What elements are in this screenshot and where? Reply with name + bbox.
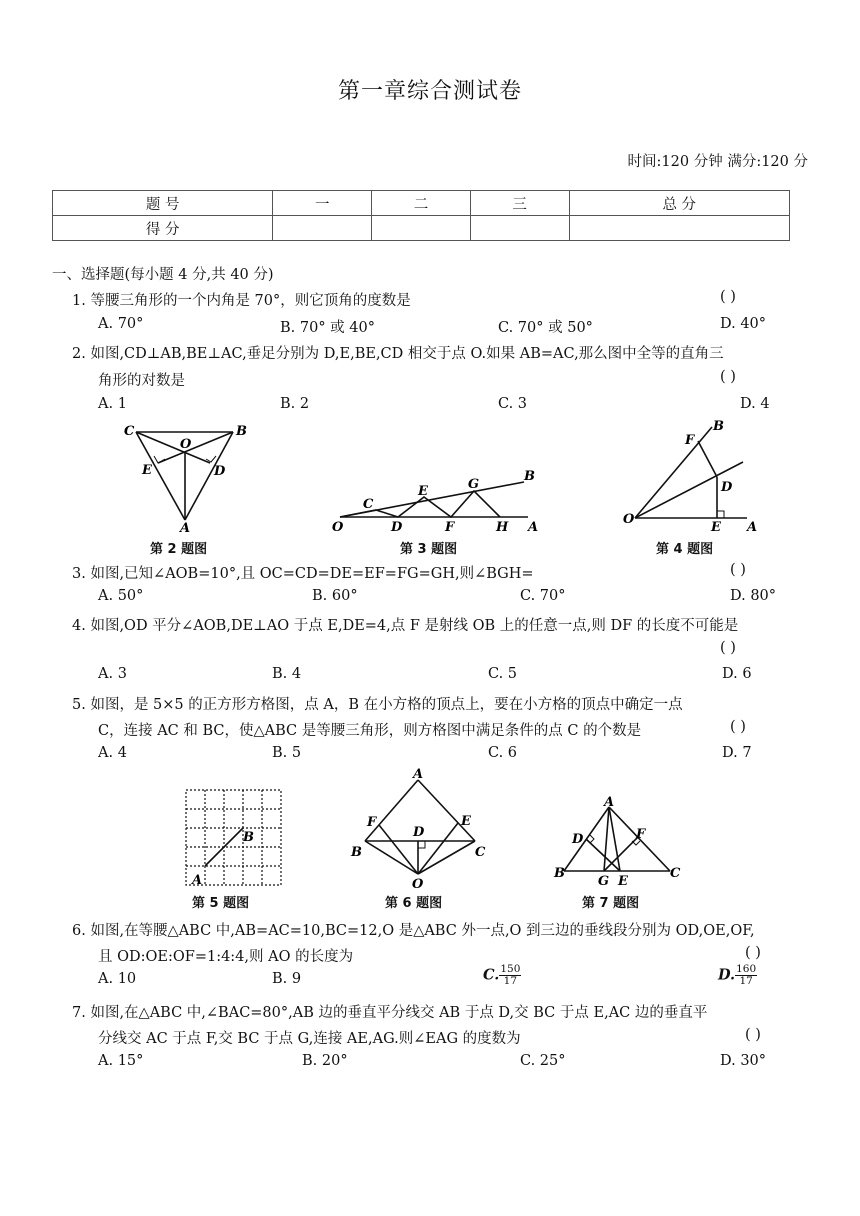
figure-3	[328, 460, 548, 540]
answer-bracket: ( )	[730, 719, 746, 735]
q1-option-b[interactable]: B. 70° 或 40°	[280, 320, 375, 336]
svg-text:B: B	[236, 424, 247, 439]
figure-2	[110, 418, 270, 538]
score-cell[interactable]	[569, 216, 789, 241]
svg-text:B: B	[713, 419, 724, 434]
score-cell[interactable]	[273, 216, 372, 241]
figure-4	[615, 415, 765, 535]
q2-option-d[interactable]: D. 4	[740, 396, 770, 412]
svg-text:A: A	[604, 795, 615, 810]
score-table-header-row	[53, 191, 790, 216]
svg-text:A: A	[528, 520, 539, 535]
question-7-text: 7. 如图,在△ABC 中,∠BAC=80°,AB 边的垂直平分线交 AB 于点 D,交 BC 于点 E,AC 边的垂直平	[72, 1005, 708, 1021]
answer-bracket: ( )	[720, 369, 736, 385]
q7-option-a[interactable]: A. 15°	[98, 1053, 144, 1069]
q1-option-a[interactable]: A. 70°	[98, 316, 144, 332]
q6-option-a[interactable]: A. 10	[98, 971, 137, 987]
svg-text:O: O	[412, 877, 424, 892]
answer-bracket: ( )	[745, 945, 761, 961]
answer-bracket: ( )	[730, 562, 746, 578]
svg-text:O: O	[332, 520, 344, 535]
svg-text:C: C	[475, 845, 486, 860]
q7-option-b[interactable]: B. 20°	[302, 1053, 348, 1069]
q4-option-d[interactable]: D. 6	[722, 666, 752, 682]
question-5-text-cont: C，连接 AC 和 BC，使△ABC 是等腰三角形，则方格图中满足条件的点 C 的个数是	[98, 723, 642, 739]
score-cell[interactable]	[372, 216, 471, 241]
answer-bracket: ( )	[720, 289, 736, 305]
q5-option-d[interactable]: D. 7	[722, 745, 752, 761]
answer-bracket: ( )	[720, 640, 736, 656]
svg-text:E: E	[461, 814, 471, 829]
svg-text:D: D	[413, 825, 425, 840]
q6-option-c-fraction: $\frac{150}{17}$	[500, 963, 521, 987]
q6-option-c-label: C.	[483, 966, 500, 984]
answer-bracket: ( )	[745, 1027, 761, 1043]
svg-text:C: C	[124, 424, 135, 439]
question-2-text-cont: 角形的对数是	[98, 373, 185, 389]
svg-text:H: H	[496, 520, 509, 535]
score-header-cell: 总 分	[569, 191, 789, 216]
question-3-text: 3. 如图,已知∠AOB=10°,且 OC=CD=DE=EF=FG=GH,则∠BGH=	[72, 566, 534, 582]
q1-option-d[interactable]: D. 40°	[720, 316, 767, 332]
svg-text:B: B	[524, 469, 535, 484]
q2-option-b[interactable]: B. 2	[280, 396, 310, 412]
svg-text:G: G	[598, 874, 610, 885]
q6-option-d-fraction: $\frac{160}{17}$	[736, 963, 757, 987]
question-6-text-cont: 且 OD:OE:OF=1:4:4,则 AO 的长度为	[98, 949, 354, 965]
question-6-text: 6. 如图,在等腰△ABC 中,AB=AC=10,BC=12,O 是△ABC 外一点,O 到三边的垂线段分别为 OD,OE,OF,	[72, 923, 755, 939]
question-1-text: 1. 等腰三角形的一个内角是 70°，则它顶角的度数是	[72, 293, 411, 309]
q7-option-d[interactable]: D. 30°	[720, 1053, 767, 1069]
q3-option-c[interactable]: C. 70°	[520, 588, 566, 604]
q6-option-b[interactable]: B. 9	[272, 971, 302, 987]
q3-option-d[interactable]: D. 80°	[730, 588, 777, 604]
svg-text:F: F	[636, 827, 646, 842]
q6-option-d-label: D.	[718, 966, 736, 984]
figure-7-caption: 第 7 题图	[582, 896, 640, 911]
score-table	[52, 190, 790, 241]
page-title: 第一章综合测试卷	[337, 79, 522, 104]
question-4-text: 4. 如图,OD 平分∠AOB,DE⊥AO 于点 E,DE=4,点 F 是射线 OB 上的任意一点,则 DF 的长度不可能是	[72, 618, 739, 634]
q4-option-c[interactable]: C. 5	[488, 666, 518, 682]
svg-text:A: A	[192, 873, 203, 888]
question-7-text-cont: 分线交 AC 于点 F,交 BC 于点 G,连接 AE,AG.则∠EAG 的度数为	[98, 1031, 521, 1047]
svg-text:F: F	[445, 520, 455, 535]
svg-text:E: E	[618, 874, 628, 885]
svg-text:O: O	[180, 437, 192, 452]
q2-option-c[interactable]: C. 3	[498, 396, 528, 412]
score-header-cell: 二	[372, 191, 471, 216]
question-5-text: 5. 如图，是 5×5 的正方形方格图，点 A，B 在小方格的顶点上，要在小方格的顶点中确定一点	[72, 697, 683, 713]
svg-text:D: D	[721, 480, 733, 495]
q1-option-c[interactable]: C. 70° 或 50°	[498, 320, 593, 336]
svg-text:E: E	[711, 520, 721, 535]
svg-text:C: C	[363, 497, 374, 512]
exam-meta: 时间:120 分钟 满分:120 分	[627, 154, 808, 170]
q4-option-a[interactable]: A. 3	[98, 666, 127, 682]
figure-4-caption: 第 4 题图	[656, 542, 714, 557]
svg-text:B: B	[243, 830, 254, 845]
svg-text:D: D	[214, 464, 226, 479]
q4-option-b[interactable]: B. 4	[272, 666, 302, 682]
svg-text:A: A	[747, 520, 758, 535]
score-cell[interactable]	[470, 216, 569, 241]
q5-option-a[interactable]: A. 4	[98, 745, 127, 761]
svg-text:D: D	[572, 832, 584, 847]
score-table-score-row	[53, 216, 790, 241]
svg-text:F: F	[685, 433, 695, 448]
svg-text:C: C	[670, 866, 681, 881]
figure-5	[180, 786, 290, 890]
svg-text:F: F	[367, 815, 377, 830]
svg-text:B: B	[351, 845, 362, 860]
figure-6-caption: 第 6 题图	[385, 896, 443, 911]
figure-7	[552, 795, 682, 885]
svg-text:E: E	[418, 484, 428, 499]
svg-text:E: E	[142, 463, 152, 478]
svg-text:B: B	[554, 866, 565, 881]
q5-option-b[interactable]: B. 5	[272, 745, 302, 761]
q6-option-d[interactable]	[718, 964, 757, 987]
question-2-text: 2. 如图,CD⊥AB,BE⊥AC,垂足分别为 D,E,BE,CD 相交于点 O.如果 AB=AC,那么图中全等的直角三	[72, 346, 724, 362]
q6-option-c[interactable]	[483, 964, 521, 987]
q5-option-c[interactable]: C. 6	[488, 745, 518, 761]
section-heading: 一、选择题(每小题 4 分,共 40 分)	[52, 267, 274, 283]
figure-6	[345, 764, 495, 894]
q3-option-a[interactable]: A. 50°	[98, 588, 144, 604]
figure-2-caption: 第 2 题图	[150, 542, 208, 557]
score-header-cell: 题 号	[53, 191, 273, 216]
q2-option-a[interactable]: A. 1	[98, 396, 127, 412]
score-header-cell: 三	[470, 191, 569, 216]
svg-text:O: O	[623, 512, 635, 527]
score-header-cell: 一	[273, 191, 372, 216]
q3-option-b[interactable]: B. 60°	[312, 588, 358, 604]
q7-option-c[interactable]: C. 25°	[520, 1053, 566, 1069]
figure-3-caption: 第 3 题图	[400, 542, 458, 557]
svg-text:G: G	[468, 477, 480, 492]
svg-text:D: D	[391, 520, 403, 535]
svg-text:A: A	[413, 767, 424, 782]
svg-text:A: A	[180, 521, 191, 536]
score-row-label: 得 分	[53, 216, 273, 241]
figure-5-caption: 第 5 题图	[192, 896, 250, 911]
